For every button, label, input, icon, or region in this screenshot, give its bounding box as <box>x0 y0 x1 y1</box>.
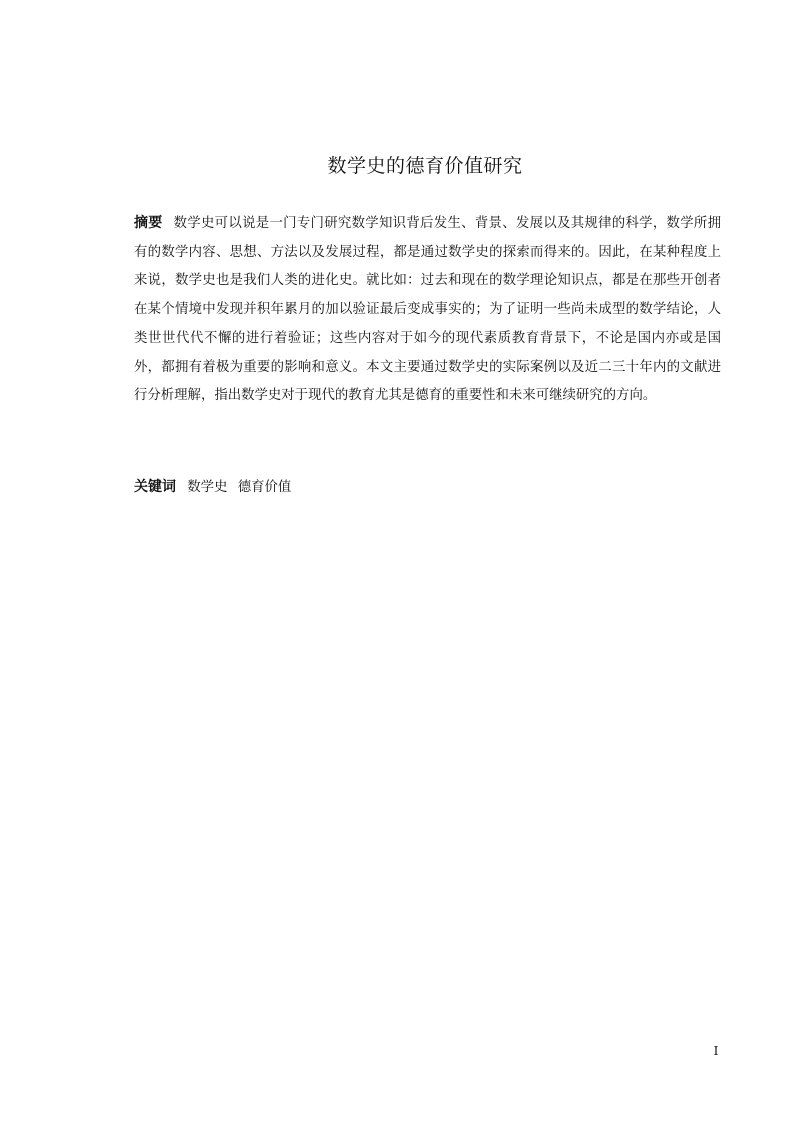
abstract-label: 摘要 <box>134 215 163 231</box>
page-number: I <box>713 1044 719 1058</box>
keywords-section <box>134 476 721 499</box>
keyword-item: 德育价值 <box>237 480 292 495</box>
abstract-text: 数学史可以说是一门专门研究数学知识背后发生、背景、发展以及其规律的科学，数学所拥有的数学内容、思想、方法以及发展过程，都是通过数学史的探索而得来的。因此，在某种程度上来说，数学史也是我们人类的进化史。就比如：过去和现在的数学理论知识点，都是在那些开创者在某个情境中发现并积年累月的加以验证最后变成事实的；为了证明一些尚未成型的数学结论，人类世世代代不懈的进行着验证；这些内容对于如今的现代素质教育背景下，不论是国内亦或是国外，都拥有着极为重要的影响和意义。本文主要通过数学史的实际案例以及近二三十年内的文献进行分析理解，指出数学史对于现代的教育尤其是德育的重要性和未来可继续研究的方向。 <box>134 216 722 404</box>
keywords-label: 关键词 <box>134 479 176 495</box>
page-title: 数学史的德育价值研究 <box>327 155 523 177</box>
keyword-item: 数学史 <box>187 480 228 495</box>
abstract-section <box>134 209 721 411</box>
